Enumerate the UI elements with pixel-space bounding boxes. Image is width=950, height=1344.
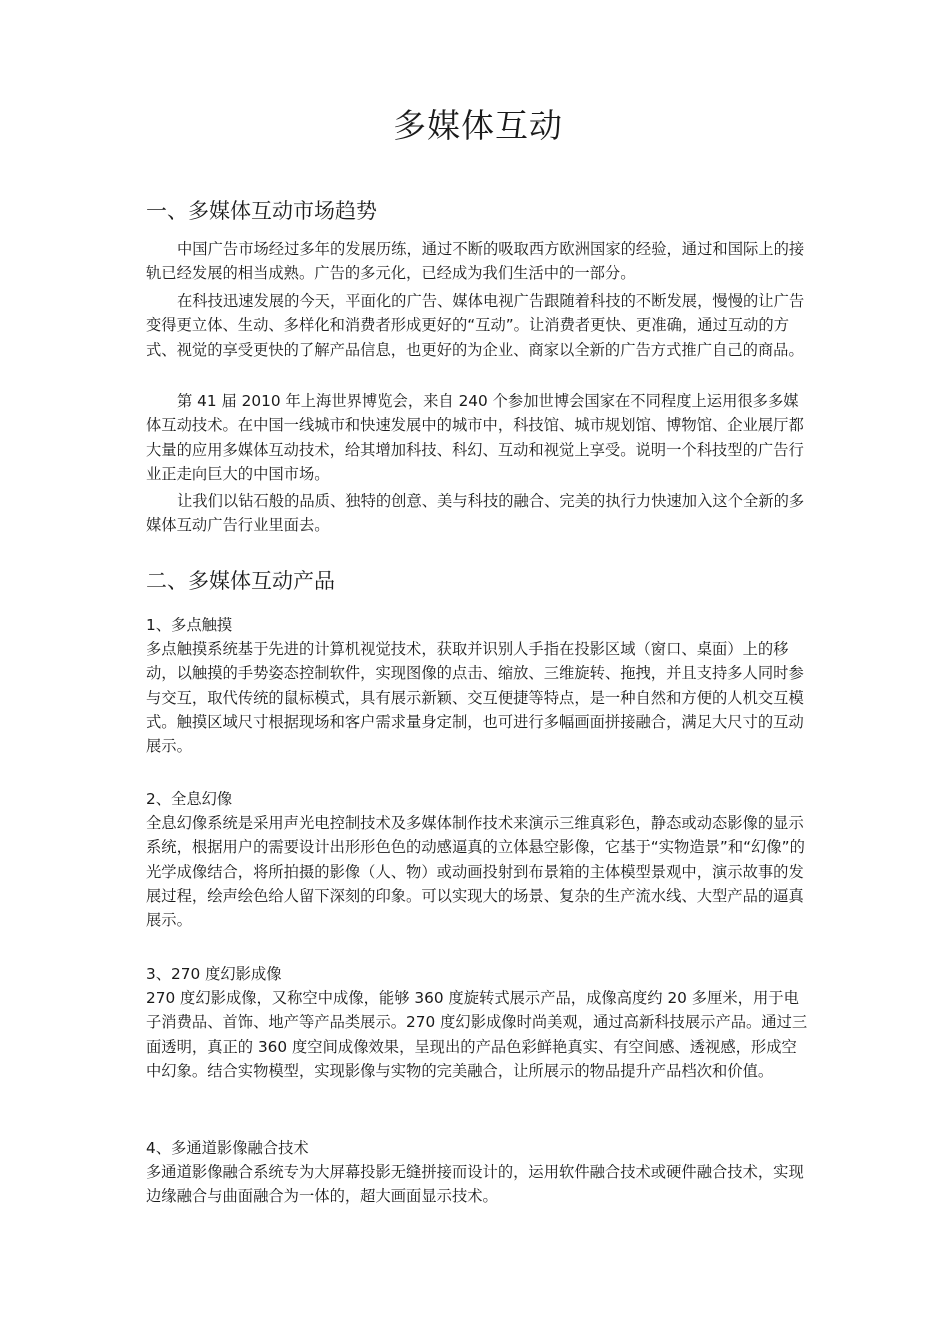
paragraph: 让我们以钻石般的品质、独特的创意、美与科技的融合、完美的执行力快速加入这个全新的多媒体互动广告行业里面去。 [146, 492, 805, 535]
paragraph: 在科技迅速发展的今天，平面化的广告、媒体电视广告跟随着科技的不断发展，慢慢的让广告变得更立体、生动、多样化和消费者形成更好的“互动”。让消费者更快、更准确，通过互动的方式、视觉的享受更快的了解产品信息，也更好的为企业、商家以全新的广告方式推广自己的商品。 [146, 292, 805, 359]
product-description: 全息幻像系统是采用声光电控制技术及多媒体制作技术来演示三维真彩色，静态或动态影像的显示系统，根据用户的需要设计出形形色色的动感逼真的立体悬空影像，它基于“实物造景”和“幻像”的光学成像结合，将所拍摄的影像（人、物）或动画投射到布景箱的主体模型景观中，演示故事的发展过程，绘声绘色给人留下深刻的印象。可以实现大的场景、复杂的生产流水线、大型产品的逼真展示。 [146, 814, 805, 930]
product-title-270-phantom: 3、270 度幻影成像 [146, 965, 282, 983]
product-title-hologram: 2、全息幻像 [146, 790, 233, 808]
product-description: 多通道影像融合系统专为大屏幕投影无缝拼接而设计的，运用软件融合技术或硬件融合技术，实现边缘融合与曲面融合为一体的，超大画面显示技术。 [146, 1163, 804, 1206]
paragraph: 中国广告市场经过多年的发展历练，通过不断的吸取西方欧洲国家的经验，通过和国际上的接轨已经发展的相当成熟。广告的多元化，已经成为我们生活中的一部分。 [146, 240, 805, 283]
section-heading-market-trend: 一、多媒体互动市场趋势 [146, 199, 377, 223]
product-title-multichannel-fusion: 4、多通道影像融合技术 [146, 1139, 309, 1157]
product-title-multitouch: 1、多点触摸 [146, 616, 233, 634]
section-heading-products: 二、多媒体互动产品 [146, 569, 335, 593]
document-title: 多媒体互动 [393, 106, 563, 145]
product-description: 270 度幻影成像，又称空中成像，能够 360 度旋转式展示产品，成像高度约 20 多厘米，用于电子消费品、首饰、地产等产品类展示。270 度幻影成像时尚美观，通过高新科技展示产品。通过三面透明，真正的 360 度空间成像效果，呈现出的产品色彩鲜艳真实、有空间感、透视感，形成空中幻象。结合实物模型，实现影像与实物的完美融合，让所展示的物品提升产品档次和价值。 [146, 989, 808, 1080]
product-description: 多点触摸系统基于先进的计算机视觉技术，获取并识别人手指在投影区域（窗口、桌面）上的移动，以触摸的手势姿态控制软件，实现图像的点击、缩放、三维旋转、拖拽，并且支持多人同时参与交互，取代传统的鼠标模式，具有展示新颖、交互便捷等特点，是一种自然和方便的人机交互模式。触摸区域尺寸根据现场和客户需求量身定制，也可进行多幅画面拼接融合，满足大尺寸的互动展示。 [146, 640, 804, 756]
paragraph: 第 41 届 2010 年上海世界博览会，来自 240 个参加世博会国家在不同程度上运用很多多媒体互动技术。在中国一线城市和快速发展中的城市中，科技馆、城市规划馆、博物馆、企业展厅都大量的应用多媒体互动技术，给其增加科技、科幻、互动和视觉上享受。说明一个科技型的广告行业正走向巨大的中国市场。 [146, 392, 804, 483]
